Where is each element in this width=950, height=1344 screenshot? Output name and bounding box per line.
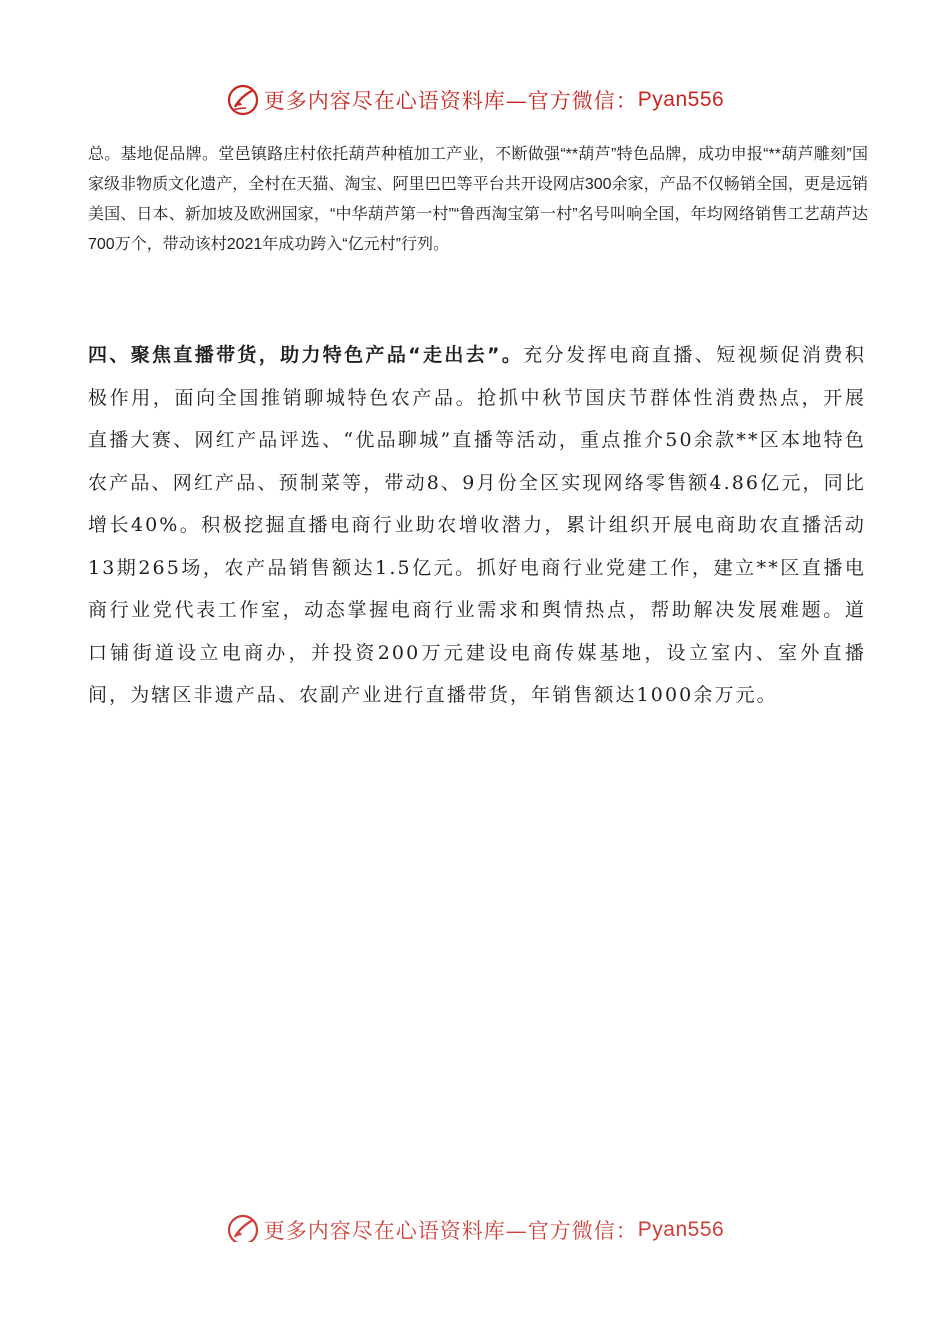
pen-logo-icon bbox=[226, 1213, 260, 1242]
footer-watermark bbox=[0, 1206, 950, 1242]
section-four-heading: 四、聚焦直播带货，助力特色产品“走出去”。 bbox=[88, 344, 524, 366]
pen-logo-icon bbox=[226, 83, 260, 117]
footer-watermark-id: Pyan556 bbox=[637, 1218, 725, 1241]
header-watermark-text: 更多内容尽在心语资料库—官方微信： bbox=[263, 89, 638, 113]
paragraph-continuation: 总。基地促品牌。堂邑镇路庄村依托葫芦种植加工产业，不断做强“**葫芦”特色品牌，成功申报“**葫芦雕刻”国家级非物质文化遗产，全村在天猫、淘宝、阿里巴巴等平台共开设网店300余家，产品不仅畅销全国，更是远销美国、日本、新加坡及欧洲国家，“中华葫芦第一村”“鲁西淘宝第一村”名号叫响全国，年均网络销售工艺葫芦达700万个，带动该村2021年成功跨入“亿元村”行列。 bbox=[88, 146, 868, 253]
footer-watermark-text: 更多内容尽在心语资料库—官方微信： bbox=[263, 1219, 638, 1242]
section-four-paragraph bbox=[88, 334, 866, 717]
header-watermark bbox=[0, 82, 950, 118]
header-watermark-id: Pyan556 bbox=[637, 88, 725, 111]
section-four-body: 充分发挥电商直播、短视频促消费积极作用，面向全国推销聊城特色农产品。抢抓中秋节国庆节群体性消费热点，开展直播大赛、网红产品评选、“优品聊城”直播等活动，重点推介50余款**区本地特色农产品、网红产品、预制菜等，带动8、9月份全区实现网络零售额4.86亿元，同比增长40%。积极挖掘直播电商行业助农增收潜力，累计组织开展电商助农直播活动13期265场，农产品销售额达1.5亿元。抓好电商行业党建工作，建立**区直播电商行业党代表工作室，动态掌握电商行业需求和舆情热点，帮助解决发展难题。道口铺街道设立电商办，并投资200万元建设电商传媒基地，设立室内、室外直播间，为辖区非遗产品、农副产业进行直播带货，年销售额达1000余万元。 bbox=[88, 344, 866, 706]
